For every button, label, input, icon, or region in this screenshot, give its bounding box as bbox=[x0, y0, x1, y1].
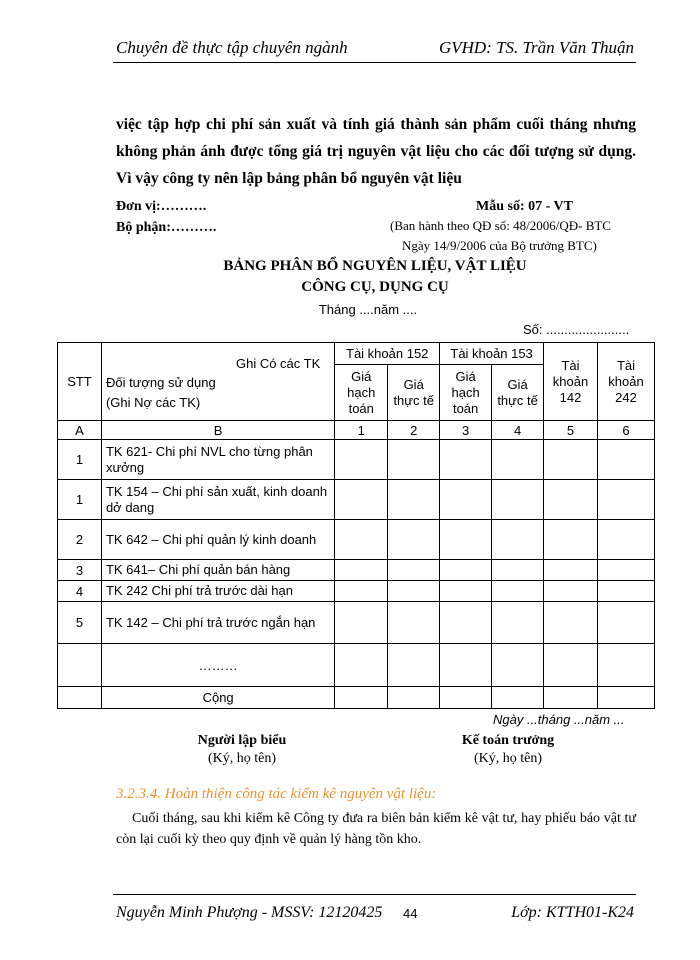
stt-header: STT bbox=[58, 343, 102, 421]
form-month: Tháng ....năm .... bbox=[318, 302, 418, 317]
index-6: 6 bbox=[597, 421, 654, 440]
doi-tuong-label: Đối tượng sử dụng bbox=[105, 374, 216, 390]
row-name: TK 142 – Chi phí trả trước ngắn hạn bbox=[101, 602, 334, 644]
table-row bbox=[58, 440, 655, 480]
ellipsis-cell: ……… bbox=[101, 644, 334, 687]
intro-line-3: Vì vậy công ty nên lập bảng phân bổ nguyên vật liệu bbox=[116, 170, 462, 187]
chief-accountant-title: Kế toán trưởng bbox=[461, 733, 555, 748]
header-left: Chuyên đề thực tập chuyên ngành bbox=[116, 38, 348, 57]
table-row bbox=[58, 602, 655, 644]
section-heading: 3.2.3.4. Hoàn thiện công tác kiểm kê nguyên vật liệu: bbox=[116, 786, 437, 802]
header-rule bbox=[113, 62, 636, 63]
ban-hanh-line-2: Ngày 14/9/2006 của Bộ trưởng BTC) bbox=[402, 238, 597, 253]
index-a: A bbox=[58, 421, 102, 440]
index-2: 2 bbox=[388, 421, 440, 440]
table-total-row bbox=[58, 687, 655, 709]
allocation-table bbox=[57, 342, 655, 709]
row-name: TK 154 – Chi phí sản xuất, kinh doanh dở dang bbox=[101, 480, 334, 520]
table-index-row bbox=[58, 421, 655, 440]
row-stt: 1 bbox=[58, 480, 102, 520]
header-right: GVHD: TS. Trần Văn Thuận bbox=[438, 38, 634, 57]
intro-line-1: việc tập hợp chi phí sản xuất và tính giá thành sản phẩm cuối tháng nhưng bbox=[116, 116, 636, 133]
tk142-header: Tài khoản 142 bbox=[544, 343, 598, 421]
ban-hanh-line-1: (Ban hành theo QĐ số: 48/2006/QĐ- BTC bbox=[390, 218, 611, 233]
tk153-header: Tài khoản 153 bbox=[440, 343, 544, 365]
footer-author: Nguyễn Minh Phượng - MSSV: 12120425 bbox=[116, 904, 383, 921]
row-stt: 1 bbox=[58, 440, 102, 480]
intro-line-2: không phản ánh được tổng giá trị nguyên vật liệu cho các đối tượng sử dụng. bbox=[116, 143, 636, 160]
tk242-header: Tài khoản 242 bbox=[597, 343, 654, 421]
ghi-co-label: Ghi Có các TK bbox=[235, 355, 321, 371]
row-name: TK 621- Chi phí NVL cho từng phân xưởng bbox=[101, 440, 334, 480]
gia-thuc-te-152: Giá thực tế bbox=[388, 365, 440, 421]
table-row bbox=[58, 581, 655, 602]
row-name: TK 242 Chi phí trả trước dài hạn bbox=[101, 581, 334, 602]
row-stt: 5 bbox=[58, 602, 102, 644]
index-b: B bbox=[101, 421, 334, 440]
table-row-ellipsis bbox=[58, 644, 655, 687]
chief-accountant-sub: (Ký, họ tên) bbox=[473, 751, 543, 766]
gia-hach-toan-152: Giá hạch toán bbox=[335, 365, 388, 421]
page-number: 44 bbox=[403, 906, 418, 921]
gia-thuc-te-153: Giá thực tế bbox=[492, 365, 544, 421]
ghi-no-label: (Ghi Nợ các TK) bbox=[105, 394, 201, 410]
row-name: TK 642 – Chi phí quản lý kinh doanh bbox=[101, 520, 334, 560]
bo-phan-label: Bộ phận:………. bbox=[116, 220, 217, 235]
total-label: Cộng bbox=[101, 687, 334, 709]
index-5: 5 bbox=[544, 421, 598, 440]
row-stt: 4 bbox=[58, 581, 102, 602]
form-title-line-1: BẢNG PHÂN BỔ NGUYÊN LIỆU, VẬT LIỆU bbox=[223, 258, 527, 274]
row-name: TK 641– Chi phí quản bán hàng bbox=[101, 560, 334, 581]
table-row bbox=[58, 480, 655, 520]
form-title-line-2: CÔNG CỤ, DỤNG CỤ bbox=[301, 279, 449, 295]
sign-date: Ngày ...tháng ...năm ... bbox=[493, 712, 625, 727]
preparer-title: Người lập biểu bbox=[197, 733, 287, 748]
table-row bbox=[58, 520, 655, 560]
gia-hach-toan-153: Giá hạch toán bbox=[440, 365, 492, 421]
mau-so: Mẫu số: 07 - VT bbox=[476, 199, 573, 214]
section-body: Cuối tháng, sau khi kiểm kê Công ty đưa ra biên bản kiểm kê vật tư, hay phiếu báo vật tư còn lại cuối kỳ theo quy định về quản lý hàng tồn kho. bbox=[116, 811, 636, 847]
don-vi-label: Đơn vị:………. bbox=[116, 199, 207, 214]
form-number: Số: ....................... bbox=[523, 322, 630, 337]
table-row bbox=[58, 560, 655, 581]
footer-rule bbox=[113, 894, 636, 895]
footer-class: Lớp: KTTH01-K24 bbox=[511, 904, 634, 921]
subject-header-cell bbox=[101, 343, 334, 421]
index-3: 3 bbox=[440, 421, 492, 440]
preparer-sub: (Ký, họ tên) bbox=[207, 751, 277, 766]
index-1: 1 bbox=[335, 421, 388, 440]
tk152-header: Tài khoản 152 bbox=[335, 343, 440, 365]
row-stt: 3 bbox=[58, 560, 102, 581]
table-header-row-1 bbox=[58, 343, 655, 365]
index-4: 4 bbox=[492, 421, 544, 440]
row-stt: 2 bbox=[58, 520, 102, 560]
